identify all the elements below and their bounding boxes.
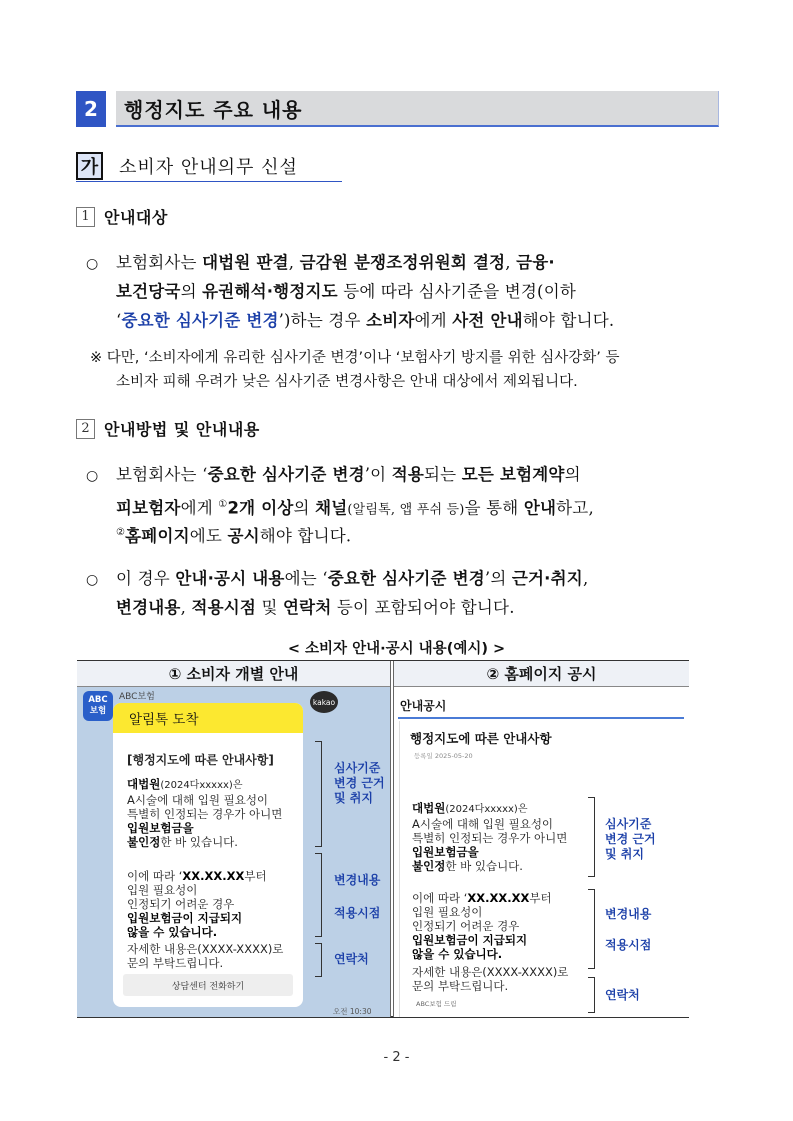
- label-basis: 심사기준 변경 근거 및 취지: [605, 817, 656, 861]
- bracket-contact: [315, 943, 322, 977]
- example-figure: [77, 660, 689, 1018]
- homepage-notice-title: 행정지도에 따른 안내사항: [410, 731, 552, 746]
- homepage-block-1: 대법원(2024다xxxxx)은 A시술에 대해 입원 필요성이 특별히 인정되는 경우가 아니면 입원보험금을 불인정한 바 있습니다.: [412, 801, 568, 873]
- sender-name: ABC보험: [119, 692, 155, 702]
- item-2-header: [76, 417, 260, 440]
- bracket-change: [588, 889, 595, 969]
- item-2-paragraph-line-1: 보험회사는 ‘중요한 심사기준 변경’이 적용되는 모든 보험계약의: [116, 465, 581, 484]
- section-number: 2: [76, 91, 106, 127]
- item-1-number-box: 1: [76, 207, 95, 227]
- item-2-number-box: 2: [76, 419, 95, 439]
- call-center-button[interactable]: 상담센터 전화하기: [123, 974, 293, 996]
- note-line-2: 소비자 피해 우려가 낮은 심사기준 변경사항은 안내 대상에서 제외됩니다.: [116, 374, 578, 390]
- bracket-basis: [315, 741, 322, 847]
- message-card: [113, 703, 303, 1007]
- homepage-notice-date: 등록일 2025-05-20: [414, 752, 473, 760]
- homepage-page-title: 안내공시: [400, 699, 447, 713]
- message-banner: 알림톡 도착: [113, 703, 303, 733]
- right-column-header: ② 홈페이지 공시: [394, 661, 689, 687]
- section-title: 행정지도 주요 내용: [116, 91, 719, 127]
- item-2-paragraph-line-4: 이 경우 안내·공시 내용에는 ‘중요한 심사기준 변경’의 근거·취지,: [116, 569, 589, 588]
- item-2-paragraph-line-2: 피보험자에게 ①2개 이상의 채널(알림톡, 앱 푸쉬 등)을 통해 안내하고,: [116, 498, 594, 518]
- abc-insurance-logo: ABC 보험: [83, 691, 113, 721]
- item-2-label: 안내방법 및 안내내용: [104, 420, 260, 439]
- message-time: 오전 10:30: [333, 1007, 372, 1016]
- figure-caption: < 소비자 안내·공시 내용(예시) >: [287, 641, 506, 657]
- homepage-block-2: 이에 따라 ‘XX.XX.XX부터 입원 필요성이 인정되기 어려운 경우 입원보험금이 지급되지 않을 수 있습니다.: [412, 891, 552, 961]
- message-notice-title: [행정지도에 따른 안내사항]: [127, 753, 274, 767]
- bullet-circle: ○: [86, 468, 99, 484]
- kakao-message-panel: [77, 687, 390, 1017]
- bracket-change: [315, 853, 322, 937]
- section-header: [76, 91, 719, 127]
- bracket-contact: [588, 977, 595, 1013]
- label-timing: 적용시점: [334, 906, 381, 920]
- label-basis: 심사기준 변경 근거 및 취지: [334, 761, 385, 805]
- label-timing: 적용시점: [605, 938, 652, 952]
- message-block-3: 자세한 내용은(XXXX-XXXX)로 문의 부탁드립니다.: [127, 942, 284, 970]
- subsection-badge: 가: [76, 152, 103, 180]
- label-change: 변경내용: [605, 907, 652, 921]
- item-1-paragraph-line-3: ‘중요한 심사기준 변경’)하는 경우 소비자에게 사전 안내해야 합니다.: [116, 311, 615, 330]
- homepage-block-3: 자세한 내용은(XXXX-XXXX)로 문의 부탁드립니다.: [412, 965, 569, 993]
- message-block-1: 대법원(2024다xxxxx)은 A시술에 대해 입원 필요성이 특별히 인정되는 경우가 아니면 입원보험금을 불인정한 바 있습니다.: [127, 777, 283, 849]
- bracket-basis: [588, 797, 595, 877]
- label-change: 변경내용: [334, 873, 381, 887]
- bullet-circle: ○: [86, 256, 99, 272]
- item-2-paragraph-line-5: 변경내용, 적용시점 및 연락처 등이 포함되어야 합니다.: [116, 598, 515, 617]
- kakao-icon: kakao: [310, 691, 338, 713]
- homepage-title-underline: [398, 717, 684, 719]
- item-2-paragraph-line-3: ②홈페이지에도 공시해야 합니다.: [116, 526, 352, 546]
- bullet-circle: ○: [86, 572, 99, 588]
- homepage-footer: ABC보험 드림: [416, 1000, 457, 1008]
- note-mark: ※: [90, 350, 103, 366]
- label-contact: 연락처: [605, 988, 640, 1002]
- item-1-note: [90, 346, 720, 370]
- item-1-paragraph-line-1: 보험회사는 대법원 판결, 금감원 분쟁조정위원회 결정, 금융·: [116, 253, 555, 272]
- left-column-header: ① 소비자 개별 안내: [77, 661, 390, 687]
- homepage-notice-panel: [394, 687, 689, 1017]
- message-block-2: 이에 따라 ‘XX.XX.XX부터 입원 필요성이 인정되기 어려운 경우 입원보험금이 지급되지 않을 수 있습니다.: [127, 869, 267, 939]
- item-1-header: [76, 205, 168, 228]
- subsection-header: [76, 150, 342, 182]
- label-contact: 연락처: [334, 952, 369, 966]
- item-1-paragraph-line-2: 보건당국의 유권해석·행정지도 등에 따라 심사기준을 변경(이하: [116, 282, 576, 301]
- item-1-label: 안내대상: [104, 208, 168, 227]
- note-line-1: 다만, ‘소비자에게 유리한 심사기준 변경’이나 ‘보험사기 방지를 위한 심사강화’ 등: [106, 350, 620, 366]
- homepage-notice-card: [399, 721, 684, 1017]
- page-number: - 2 -: [383, 1050, 410, 1065]
- subsection-title: 소비자 안내의무 신설: [119, 156, 298, 178]
